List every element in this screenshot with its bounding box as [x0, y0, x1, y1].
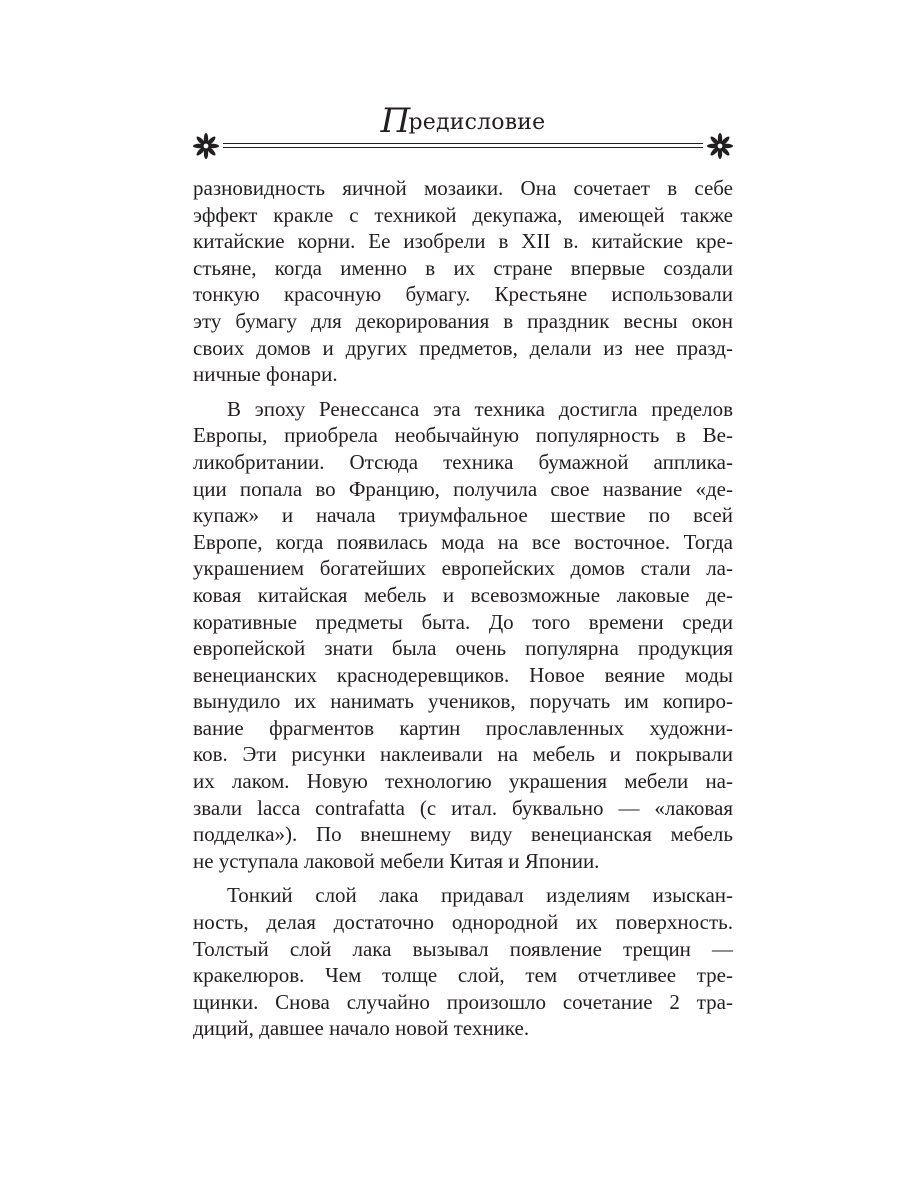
text-line: коративные предметы быта. До того времени среди [193, 609, 733, 634]
paragraph [193, 175, 733, 388]
text-line: тонкую красочную бумагу. Крестьяне использовали [193, 282, 733, 307]
page-title-rest: редисловие [408, 110, 546, 135]
text-line: стьяне, когда именно в их стране впервые создали [193, 255, 733, 280]
text-line: купаж» и начала триумфальное шествие по всей [193, 503, 733, 528]
text-line: эту бумагу для декорирования в праздник весны окон [193, 308, 733, 333]
text-line: разновидность яичной мозаики. Она сочетает в себе [193, 176, 733, 200]
text-line: кракелюров. Чем толще слой, тем отчетливее тре- [193, 963, 733, 988]
header-rule-line-bottom [223, 147, 703, 148]
flower-ornament-left-icon [191, 131, 221, 161]
text-line: вание фрагментов картин прославленных художни- [193, 715, 733, 740]
text-line: подделка»). По внешнему виду венецианская мебель [193, 822, 733, 847]
text-line: ность, делая достаточно однородной их поверхность. [193, 910, 733, 935]
text-line: их лаком. Новую технологию украшения мебели на- [193, 769, 733, 794]
text-line: диций, давшее начало новой технике. [193, 1016, 530, 1041]
page-title [193, 101, 733, 141]
text-line: В эпоху Ренессанса эта техника достигла пределов [227, 396, 733, 421]
body-text [193, 175, 733, 1050]
text-line: украшением богатейших европейских домов стали ла- [193, 556, 733, 581]
page-title-initial: П [380, 101, 411, 141]
flower-ornament-right-icon [705, 131, 735, 161]
text-line: европейской знати была очень популярна продукция [193, 636, 733, 661]
header-rule-line-top [223, 143, 703, 144]
running-header [193, 102, 733, 162]
text-line: щинки. Снова случайно произошло сочетание 2 тра- [193, 989, 733, 1014]
text-line: ков. Эти рисунки наклеивали на мебель и покрывали [193, 742, 733, 767]
text-line: не уступала лаковой мебели Китая и Японии. [193, 848, 600, 873]
text-line: Толстый слой лака вызывал появление трещин — [193, 936, 733, 961]
text-line: звали lacca contrafatta (с итал. буквально — «лаковая [193, 795, 733, 820]
text-line: китайские корни. Ее изобрели в XII в. китайские кре- [193, 229, 733, 254]
text-line: своих домов и других предметов, делали из нее празд- [193, 335, 733, 360]
text-line: ции попала во Францию, получила свое название «де- [193, 476, 733, 501]
paragraph [193, 396, 733, 875]
text-line: Европы, приобрела необычайную популярность в Ве- [193, 423, 733, 448]
text-line: ковая китайская мебель и всевозможные лаковые де- [193, 582, 733, 607]
text-line: ничные фонари. [193, 362, 338, 387]
text-line: Тонкий слой лака придавал изделиям изыскан- [227, 883, 733, 908]
text-line: вынудило их нанимать учеников, поручать им копиро- [193, 689, 733, 714]
text-line: Европе, когда появилась мода на все восточное. Тогда [193, 529, 733, 554]
header-double-rule [223, 143, 703, 149]
text-line: ликобритании. Отсюда техника бумажной апплика- [193, 449, 733, 474]
text-line: эффект кракле с техникой декупажа, имеющей также [193, 202, 733, 227]
text-line: венецианских краснодеревщиков. Новое веяние моды [193, 662, 733, 687]
paragraph [193, 882, 733, 1042]
